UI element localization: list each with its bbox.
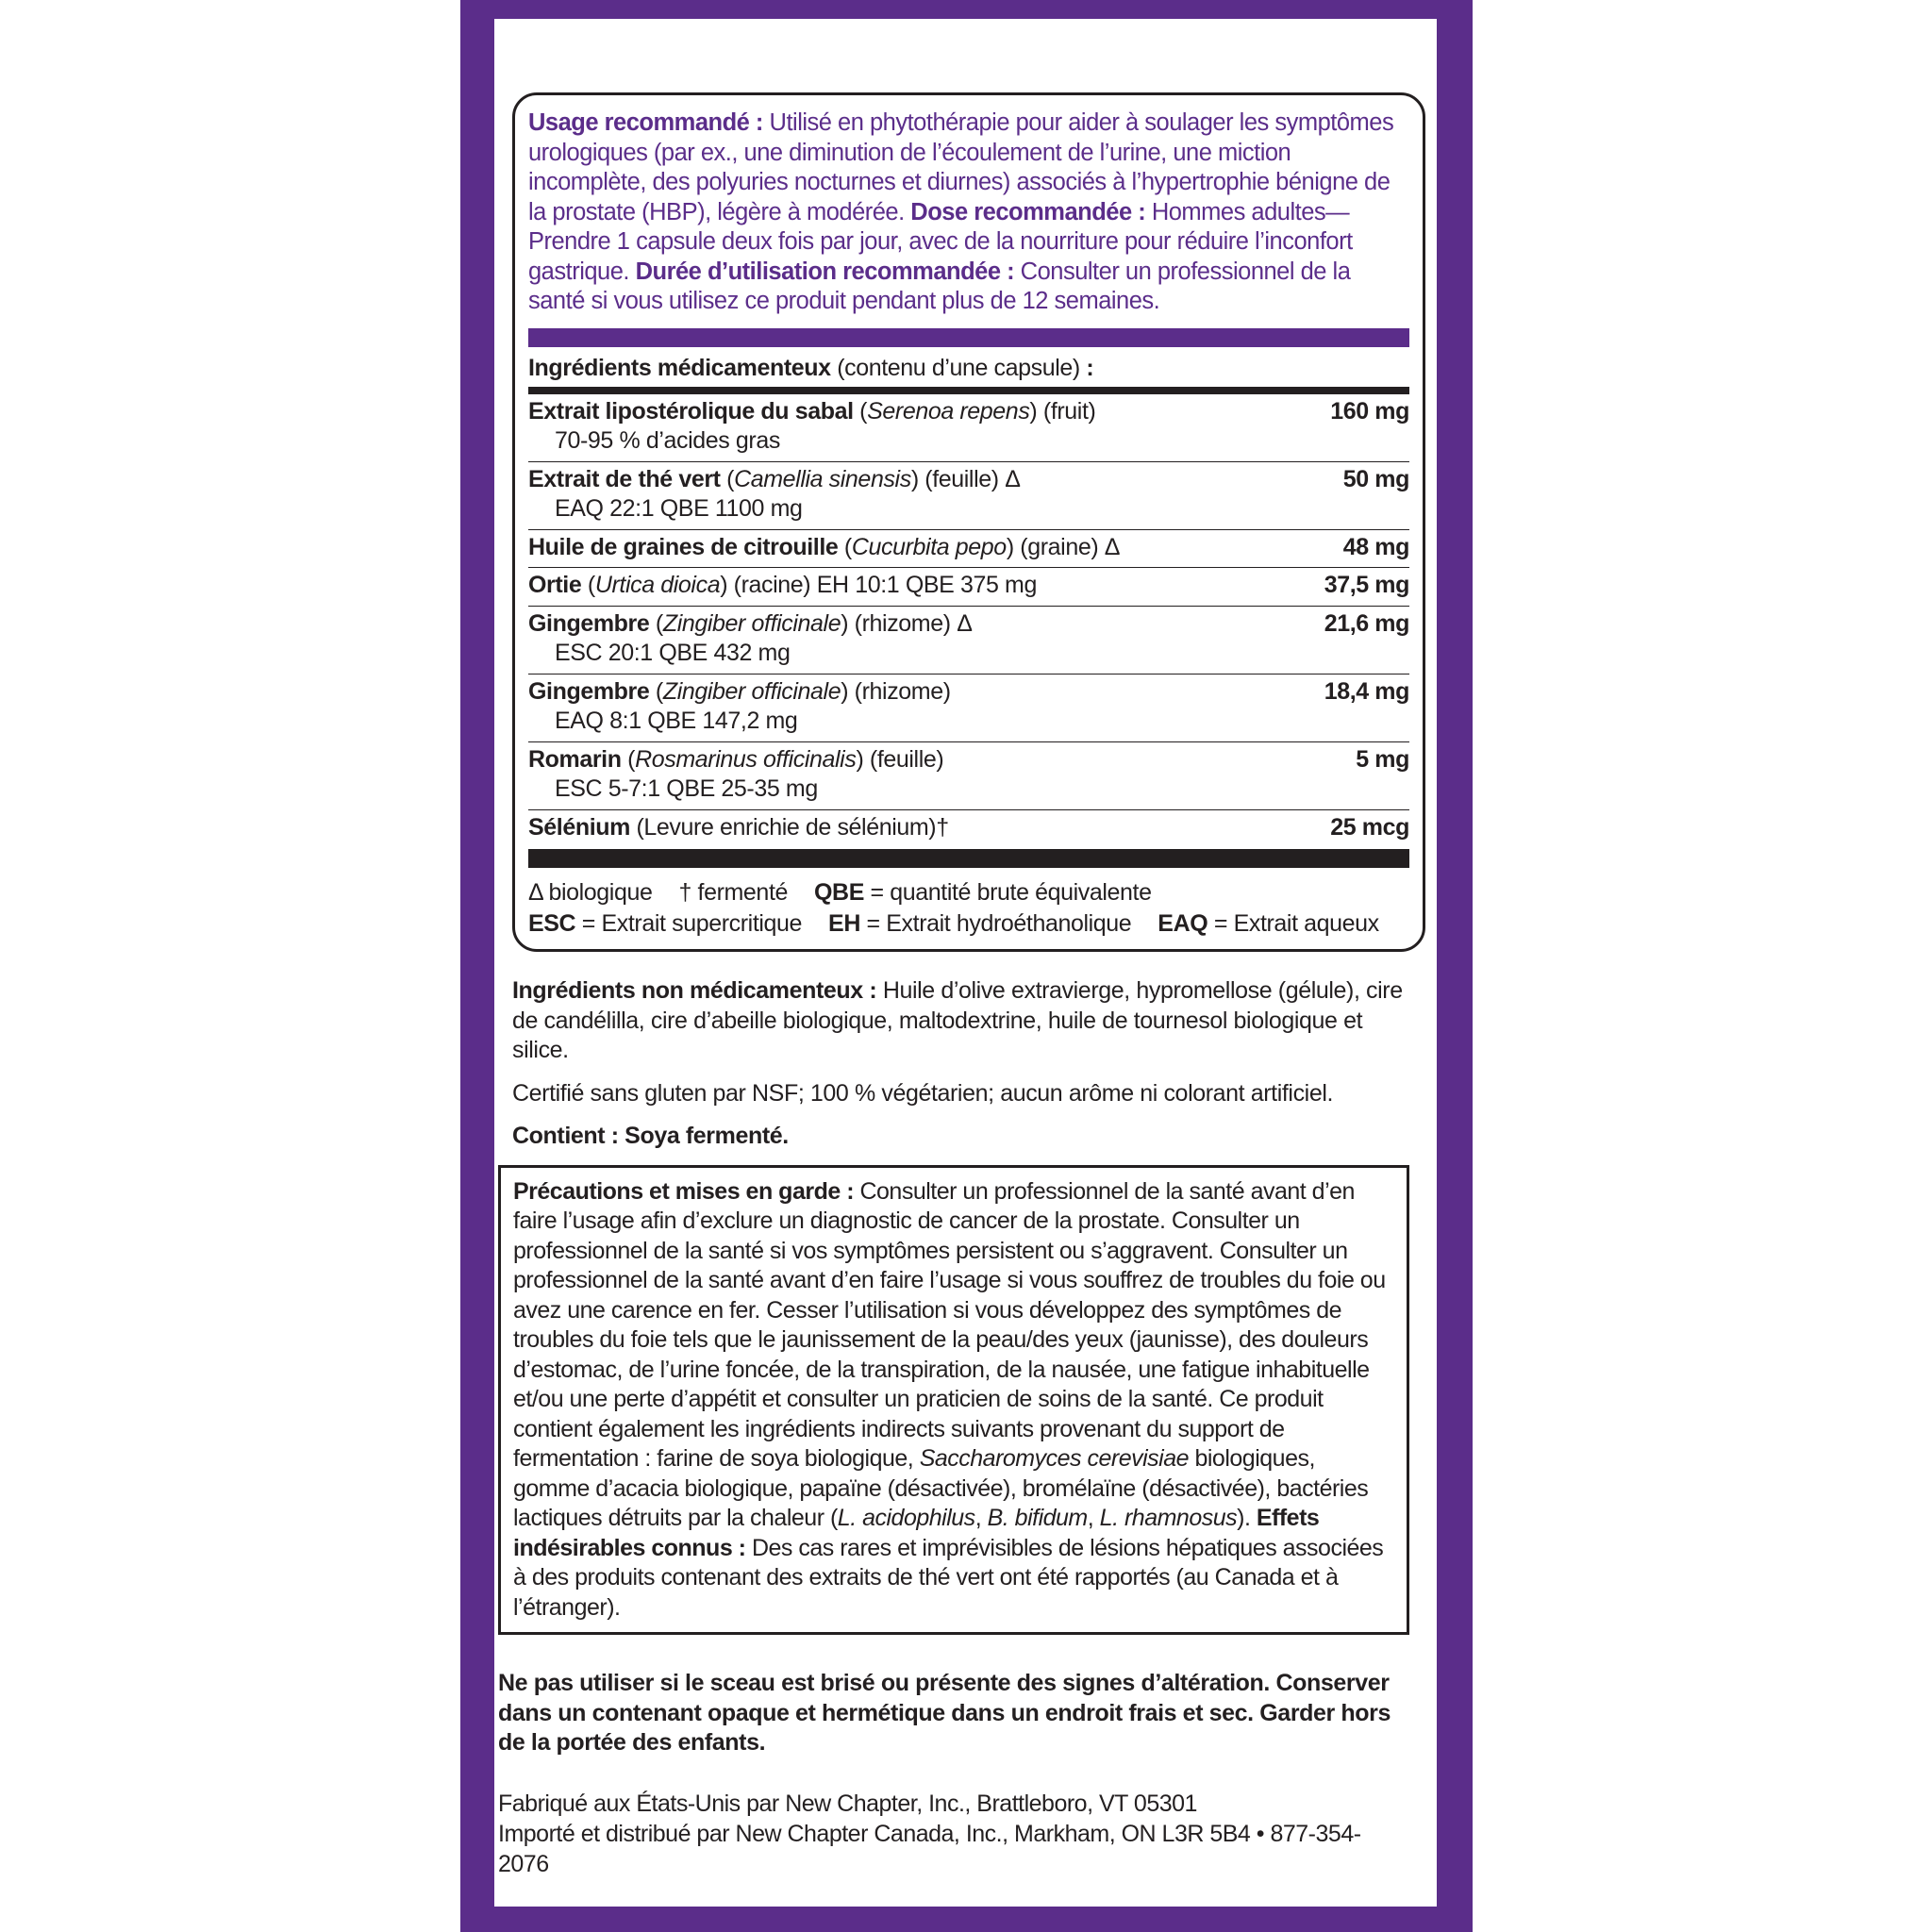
ingredients-header-label: Ingrédients médicamenteux xyxy=(528,354,831,381)
ingredient-amount: 50 mg xyxy=(1342,465,1409,492)
ingredient-description: Huile de graines de citrouille (Cucurbita pepo) (graine) Δ xyxy=(528,533,1121,560)
ingredient-name: Gingembre xyxy=(528,677,650,705)
warnings-italic-3: B. bifidum xyxy=(987,1505,1088,1531)
ingredient-latin-name: Zingiber officinale xyxy=(662,677,841,705)
ingredients-header-note: (contenu d’une capsule) xyxy=(830,354,1087,381)
ingredient-amount: 37,5 mg xyxy=(1324,572,1409,598)
ingredient-description: Ortie (Urtica dioica) (racine) EH 10:1 QBE 375 mg xyxy=(528,572,1037,598)
legend-item xyxy=(828,910,1131,937)
ingredients-table xyxy=(528,394,1409,848)
legend-item xyxy=(678,879,788,906)
ingredient-part: (graine) Δ xyxy=(1013,533,1121,560)
usage-label: Usage recommandé : xyxy=(528,109,763,136)
ingredient-extract-detail: 70-95 % d’acides gras xyxy=(555,427,780,454)
ingredient-row xyxy=(528,810,1409,848)
legend-key: QBE xyxy=(814,879,864,906)
ingredient-part: (feuille) Δ xyxy=(918,465,1021,492)
legend-text: fermenté xyxy=(691,879,788,906)
ingredient-description: Extrait lipostérolique du sabal (Serenoa repens) (fruit) 70-95 % d’acides gras xyxy=(528,397,1321,457)
warnings-italic-4: L. rhamnosus xyxy=(1099,1505,1238,1531)
ingredient-extract-detail: ESC 5-7:1 QBE 25-35 mg xyxy=(555,775,818,802)
ingredient-name: Huile de graines de citrouille xyxy=(528,533,839,560)
ingredient-row xyxy=(528,675,1409,742)
legend-line-2 xyxy=(528,908,1409,940)
ingredient-latin-name: Rosmarinus officinalis xyxy=(635,745,857,773)
non-medicinal-label: Ingrédients non médicamenteux : xyxy=(512,977,877,1004)
ingredient-name: Sélénium xyxy=(528,813,630,841)
ingredient-amount: 5 mg xyxy=(1356,745,1409,773)
ingredient-row xyxy=(528,462,1409,530)
label-content xyxy=(498,92,1420,1879)
warnings-box xyxy=(498,1165,1409,1636)
warnings-italic-1: Saccharomyces cerevisiae xyxy=(919,1445,1190,1472)
ingredient-name: Ortie xyxy=(528,572,582,598)
warnings-italic-2: L. acidophilus xyxy=(837,1505,975,1531)
ingredient-row xyxy=(528,568,1409,607)
manufacturer-line: Fabriqué aux États-Unis par New Chapter, Inc., Brattleboro, VT 05301 xyxy=(498,1790,1197,1817)
legend-item xyxy=(814,879,1152,906)
ingredient-latin-name: Camellia sinensis xyxy=(734,465,911,492)
ingredient-part: (rhizome) Δ xyxy=(848,609,973,637)
purple-divider xyxy=(528,328,1409,347)
ingredient-latin-name: Zingiber officinale xyxy=(662,609,841,637)
contains-text: Contient : Soya fermenté. xyxy=(512,1123,789,1149)
legend-key: ESC xyxy=(528,910,576,937)
legend-text: biologique xyxy=(541,879,653,906)
warnings-text xyxy=(513,1177,1394,1624)
ingredient-name: Gingembre xyxy=(528,609,650,637)
importer-line: Importé et distribué par New Chapter Canada, Inc., Markham, ON L3R 5B4 • 877-354-2076 xyxy=(498,1820,1361,1877)
ingredient-description: Romarin (Rosmarinus officinalis) (feuille) ESC 5-7:1 QBE 25-35 mg xyxy=(528,745,1346,805)
ingredient-extract-detail: ESC 20:1 QBE 432 mg xyxy=(555,640,791,666)
certification-text: Certifié sans gluten par NSF; 100 % végétarien; aucun arôme ni colorant artificiel. xyxy=(512,1079,1334,1107)
ingredient-name: Extrait lipostérolique du sabal xyxy=(528,397,854,425)
legend-key: EAQ xyxy=(1158,910,1208,937)
ingredient-extract-detail: EAQ 8:1 QBE 147,2 mg xyxy=(555,708,798,734)
ingredients-header xyxy=(528,353,1409,394)
ingredient-amount: 48 mg xyxy=(1342,533,1409,560)
legend-key: † xyxy=(678,879,691,906)
ingredient-description xyxy=(528,813,1321,843)
main-info-box xyxy=(512,92,1425,952)
legend-key: Δ xyxy=(528,879,542,906)
ingredient-description: Gingembre (Zingiber officinale) (rhizome) EAQ 8:1 QBE 147,2 mg xyxy=(528,677,1315,737)
ingredient-part: (racine) EH 10:1 QBE 375 mg xyxy=(727,572,1037,598)
ingredient-part: (rhizome) xyxy=(848,677,951,705)
ingredient-amount: 160 mg xyxy=(1330,397,1409,425)
warnings-body-2: biologiques, gomme d’acacia biologique, papaïne (désactivée), bromélaïne (désactivée), bactéries lactiques détruits par la chaleur ( xyxy=(513,1445,1369,1531)
ingredient-part: (fruit) xyxy=(1037,397,1096,425)
dose-text: Hommes adultes—Prendre 1 capsule deux fois par jour, avec de la nourriture pour réduire l’inconfort gastrique. xyxy=(528,198,1353,285)
legend-text: = Extrait aqueux xyxy=(1208,910,1379,937)
legend-item xyxy=(528,879,652,906)
black-divider xyxy=(528,849,1409,868)
non-medicinal-ingredients xyxy=(512,976,1420,1066)
ingredient-latin-name: Serenoa repens xyxy=(867,397,1030,425)
ingredient-row xyxy=(528,394,1409,462)
legend-item xyxy=(1158,910,1379,937)
dose-label: Dose recommandée : xyxy=(910,198,1146,225)
ingredient-name: Romarin xyxy=(528,745,622,773)
warnings-body-4: , xyxy=(1087,1505,1100,1531)
ingredient-part: (feuille) xyxy=(863,745,944,773)
ingredient-row xyxy=(528,742,1409,810)
non-medicinal-text: Huile d’olive extravierge, hypromellose (gélule), cire de candélilla, cire d’abeille biologique, maltodextrine, huile de tournesol biologique et silice. xyxy=(512,977,1403,1063)
duration-label: Durée d’utilisation recommandée : xyxy=(635,258,1015,285)
warnings-body-1: Consulter un professionnel de la santé avant d’en faire l’usage afin d’exclure un diagnostic de cancer de la prostate. Consulter un professionnel de la santé si vos symptômes persistent ou s’aggravent. Consulter un professionnel de la santé avant d’en faire l’usage si vous souffrez de troubles du foie ou avez une carence en fer. Cesser l’utilisation si vous développez des symptômes de troubles du foie tels que le jaunissement de la peau/des yeux (jaunisse), des douleurs d’estomac, de l’urine foncée, de la transpiration, de la nausée, une fatigue inhabituelle et/ou une perte d’appétit et consulter un praticien de soins de la santé. Ce produit contient également les ingrédients indirects suivants provenant du support de fermentation : farine de soya biologique, xyxy=(513,1177,1386,1472)
warnings-body-5: ). xyxy=(1237,1505,1257,1531)
ingredient-name: Extrait de thé vert xyxy=(528,465,721,492)
ingredient-row xyxy=(528,607,1409,675)
legend-text: = quantité brute équivalente xyxy=(863,879,1152,906)
usage-section xyxy=(528,108,1409,317)
legend-key: EH xyxy=(828,910,860,937)
legend-item xyxy=(528,910,802,937)
ingredient-amount: 21,6 mg xyxy=(1324,609,1409,637)
ingredient-latin-name: Urtica dioica xyxy=(594,572,721,598)
warnings-label: Précautions et mises en garde : xyxy=(513,1177,855,1205)
ingredient-description: Gingembre (Zingiber officinale) (rhizome) Δ ESC 20:1 QBE 432 mg xyxy=(528,609,1315,669)
ingredient-description: Extrait de thé vert (Camellia sinensis) (feuille) Δ EAQ 22:1 QBE 1100 mg xyxy=(528,465,1334,525)
legend-line-1 xyxy=(528,877,1409,908)
ingredient-extract-detail: EAQ 22:1 QBE 1100 mg xyxy=(555,495,803,522)
ingredient-row xyxy=(528,530,1409,569)
duration-text: Consulter un professionnel de la santé si vous utilisez ce produit pendant plus de 12 semaines. xyxy=(528,258,1351,314)
manufacturer-footer xyxy=(498,1789,1406,1879)
ingredient-latin-name: Cucurbita pepo xyxy=(851,533,1007,560)
legend-text: = Extrait hydroéthanolique xyxy=(859,910,1132,937)
ingredient-amount: 18,4 mg xyxy=(1324,677,1409,705)
side-effects-text: Des cas rares et imprévisibles de lésions hépatiques associées à des produits contenant des extraits de thé vert ont été rapportés (au Canada et à l’étranger). xyxy=(513,1534,1384,1621)
side-effects-label: Effets indésirables connus : xyxy=(513,1505,1320,1561)
storage-text: Ne pas utiliser si le sceau est brisé ou présente des signes d’altération. Conserver dans un contenant opaque et hermétique dans un endroit frais et sec. Garder hors de la portée des enfants. xyxy=(498,1670,1391,1756)
legend-text: = Extrait supercritique xyxy=(575,910,803,937)
ingredients-header-colon: : xyxy=(1086,354,1094,381)
usage-text: Utilisé en phytothérapie pour aider à soulager les symptômes urologiques (par ex., une diminution de l’écoulement de l’urine, une miction incomplète, des polyuries nocturnes et diurnes) associés à l’hypertrophie bénigne de la prostate (HBP), légère à modérée. xyxy=(528,109,1394,225)
warnings-body-3: , xyxy=(974,1505,988,1531)
ingredient-part: (Levure enrichie de sélénium)† xyxy=(629,813,949,841)
legend xyxy=(528,877,1409,940)
ingredient-amount: 25 mcg xyxy=(1330,813,1409,841)
